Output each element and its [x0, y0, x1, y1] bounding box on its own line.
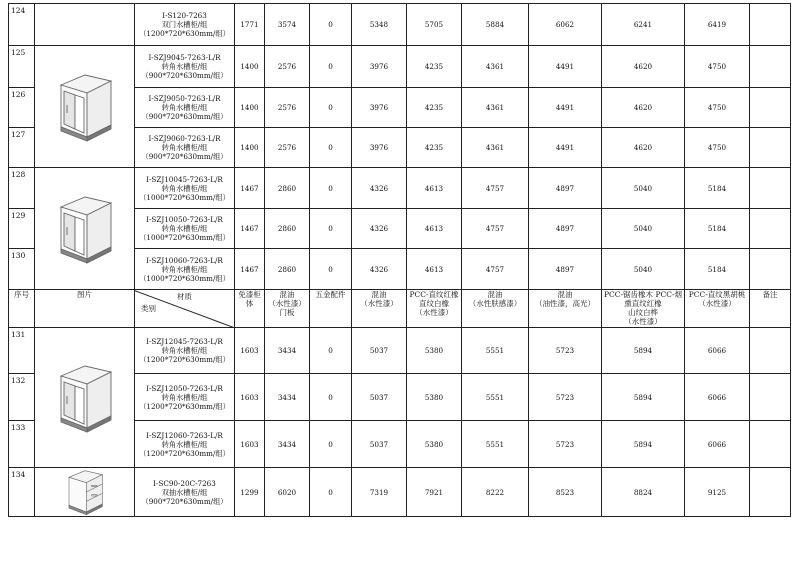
remark-cell — [750, 168, 791, 209]
table-row — [9, 168, 791, 209]
product-description — [135, 46, 235, 88]
description-line: 转角水槽柜/组 — [161, 143, 208, 152]
price-cell: 0 — [310, 4, 352, 46]
product-image — [35, 46, 135, 168]
price-cell: 5894 — [602, 374, 685, 421]
remark-cell — [750, 421, 791, 468]
price-cell: 8523 — [529, 468, 602, 517]
header-image: 图片 — [35, 290, 135, 328]
price-cell: 4897 — [529, 249, 602, 290]
price-cell: 4757 — [462, 209, 529, 249]
price-cell: 6066 — [685, 328, 750, 374]
price-cell: 6020 — [265, 468, 310, 517]
row-number: 129 — [9, 209, 35, 249]
price-cell: 6066 — [685, 421, 750, 468]
price-cell: 3434 — [265, 328, 310, 374]
description-line: I-SZJ12045-7263-L/R — [146, 337, 223, 346]
description-line: 转角水槽柜/组 — [161, 392, 208, 402]
table-row — [9, 468, 791, 517]
header-line: 熏直纹红橡 — [624, 299, 662, 308]
price-cell: 3434 — [265, 374, 310, 421]
price-cell: 2576 — [265, 128, 310, 168]
price-cell: 4361 — [462, 88, 529, 128]
product-image — [35, 328, 135, 468]
description-line: （900*720*630mm/组） — [141, 71, 228, 80]
price-cell: 4326 — [352, 209, 407, 249]
header-price-column — [462, 290, 529, 328]
description-line: 转角水槽柜/组 — [161, 224, 208, 233]
description-line: 转角水槽柜/组 — [161, 439, 208, 449]
row-number: 131 — [9, 328, 35, 374]
price-cell: 6066 — [685, 374, 750, 421]
price-cell: 5037 — [352, 374, 407, 421]
price-cell: 0 — [310, 46, 352, 88]
price-cell: 5894 — [602, 328, 685, 374]
description-line: I-SZJ9045-7263-L/R — [148, 53, 221, 62]
description-line: I-SZJ12050-7263-L/R — [146, 383, 223, 393]
header-line: 混油 — [557, 290, 573, 299]
header-remark — [750, 290, 791, 328]
header-row — [9, 290, 791, 328]
row-number: 133 — [9, 421, 35, 468]
price-cell: 4235 — [407, 46, 462, 88]
price-cell: 4897 — [529, 168, 602, 209]
price-cell: 6419 — [685, 4, 750, 46]
description-line: 双门水槽柜/组 — [161, 20, 208, 29]
price-cell: 0 — [310, 468, 352, 517]
table-row — [9, 328, 791, 374]
price-cell: 4613 — [407, 168, 462, 209]
price-cell: 4491 — [529, 46, 602, 88]
price-cell: 4620 — [602, 88, 685, 128]
product-image — [35, 168, 135, 290]
price-cell: 5884 — [462, 4, 529, 46]
price-cell: 4613 — [407, 249, 462, 290]
product-description — [135, 328, 235, 374]
price-cell: 0 — [310, 249, 352, 290]
price-cell: 2576 — [265, 88, 310, 128]
price-cell: 5551 — [462, 328, 529, 374]
price-cell: 7319 — [352, 468, 407, 517]
price-cell: 4235 — [407, 88, 462, 128]
header-price-column — [602, 290, 685, 328]
header-line: （油性漆，高光） — [535, 299, 595, 308]
price-cell: 4326 — [352, 249, 407, 290]
drawer-cabinet-drawing — [65, 468, 105, 516]
price-cell: 1603 — [235, 421, 265, 468]
row-number: 126 — [9, 88, 35, 128]
price-cell: 0 — [310, 88, 352, 128]
price-cell: 5380 — [407, 374, 462, 421]
price-cell: 1400 — [235, 46, 265, 88]
price-cell: 4757 — [462, 168, 529, 209]
price-cell: 5040 — [602, 168, 685, 209]
price-cell: 3976 — [352, 46, 407, 88]
description-line: （1200*720*630mm/组） — [139, 401, 230, 411]
header-line: （水性漆） — [360, 299, 398, 308]
header-line: （水性漆） — [698, 299, 736, 308]
price-cell: 4750 — [685, 46, 750, 88]
price-cell: 4491 — [529, 128, 602, 168]
price-cell: 5380 — [407, 328, 462, 374]
corner-cabinet-drawing — [55, 362, 115, 434]
description-line: I-SZJ9050-7263-L/R — [148, 94, 221, 103]
description-line: I-SZJ9060-7263-L/R — [148, 134, 221, 143]
header-price-column — [685, 290, 750, 328]
remark-cell — [750, 88, 791, 128]
header-price-column — [352, 290, 407, 328]
header-seq: 序号 — [9, 290, 35, 328]
description-line: I-SZJ12060-7263-L/R — [146, 430, 223, 440]
product-description — [135, 4, 235, 46]
description-line: 转角水槽柜/组 — [161, 346, 208, 355]
description-line: （900*720*630mm/组） — [141, 152, 228, 161]
remark-cell — [750, 374, 791, 421]
header-price-column — [265, 290, 310, 328]
row-number: 125 — [9, 46, 35, 88]
description-line: （1000*720*630mm/组） — [139, 273, 230, 283]
product-description — [135, 249, 235, 290]
price-cell: 8222 — [462, 468, 529, 517]
header-line: 门板 — [279, 308, 295, 317]
header-line: 混油 — [279, 290, 295, 299]
description-line: （900*720*630mm/组） — [141, 496, 228, 506]
price-cell: 4326 — [352, 168, 407, 209]
header-price-column — [310, 290, 352, 328]
price-cell: 4613 — [407, 209, 462, 249]
price-cell: 1603 — [235, 374, 265, 421]
header-material-category — [135, 290, 235, 328]
price-cell: 1400 — [235, 88, 265, 128]
price-cell: 5184 — [685, 249, 750, 290]
header-line: （水性漆） — [624, 317, 662, 326]
corner-cabinet-drawing — [55, 193, 115, 265]
price-cell: 5551 — [462, 421, 529, 468]
price-cell: 7921 — [407, 468, 462, 517]
description-line: （1200*720*630mm/组） — [139, 448, 230, 458]
description-line: I-S120-7263 — [162, 11, 207, 20]
price-cell: 1299 — [235, 468, 265, 517]
price-cell: 5037 — [352, 421, 407, 468]
row-number: 127 — [9, 128, 35, 168]
description-line: （900*720*630mm/组） — [141, 112, 228, 121]
price-cell: 1467 — [235, 209, 265, 249]
row-number: 134 — [9, 468, 35, 517]
description-line: 转角水槽柜/组 — [161, 264, 208, 274]
price-cell: 5723 — [529, 328, 602, 374]
header-price-column — [235, 290, 265, 328]
header-line: （水性漆） — [415, 308, 453, 317]
price-cell: 0 — [310, 421, 352, 468]
product-image — [35, 468, 135, 517]
header-line: 五金配件 — [315, 290, 346, 299]
price-cell: 1400 — [235, 128, 265, 168]
price-cell: 2576 — [265, 46, 310, 88]
price-cell: 4361 — [462, 128, 529, 168]
row-number: 124 — [9, 4, 35, 46]
price-cell: 5551 — [462, 374, 529, 421]
row-number: 130 — [9, 249, 35, 290]
price-cell: 5894 — [602, 421, 685, 468]
price-cell: 4491 — [529, 88, 602, 128]
header-line: （水性肤感漆） — [468, 299, 522, 308]
price-cell: 5380 — [407, 421, 462, 468]
description-line: （1000*720*630mm/组） — [139, 233, 230, 242]
description-line: I-SC90-20C-7263 — [153, 478, 216, 488]
header-line: 山纹白桦 — [628, 308, 658, 317]
price-cell: 8824 — [602, 468, 685, 517]
price-cell: 5037 — [352, 328, 407, 374]
header-line: 直纹白橡 — [419, 299, 449, 308]
corner-cabinet-drawing — [55, 71, 115, 143]
price-cell: 6062 — [529, 4, 602, 46]
price-cell: 0 — [310, 328, 352, 374]
price-cell: 3574 — [265, 4, 310, 46]
price-cell: 2860 — [265, 168, 310, 209]
price-cell: 4757 — [462, 249, 529, 290]
price-cell: 5705 — [407, 4, 462, 46]
product-description — [135, 88, 235, 128]
price-cell: 6241 — [602, 4, 685, 46]
header-price-column — [407, 290, 462, 328]
description-line: 转角水槽柜/组 — [161, 183, 208, 193]
price-cell: 2860 — [265, 249, 310, 290]
price-cell: 1771 — [235, 4, 265, 46]
table-row — [9, 4, 791, 46]
price-cell: 5040 — [602, 249, 685, 290]
price-cell: 4620 — [602, 128, 685, 168]
header-line: 混油 — [371, 290, 387, 299]
product-description — [135, 128, 235, 168]
header-line: 免漆柜 — [238, 290, 261, 299]
price-cell: 0 — [310, 374, 352, 421]
price-cell: 3976 — [352, 128, 407, 168]
price-cell: 2860 — [265, 209, 310, 249]
description-line: （1200*720*630mm/组） — [139, 29, 230, 38]
header-line: 体 — [245, 299, 254, 308]
price-cell: 5040 — [602, 209, 685, 249]
header-material: 材质 — [177, 292, 192, 301]
remark-cell — [750, 46, 791, 88]
description-line: （1200*720*630mm/组） — [139, 355, 230, 364]
header-line: PCC-直纹黑胡桃 — [688, 290, 746, 299]
header-category: 类别 — [141, 304, 156, 313]
remark-cell — [750, 328, 791, 374]
row-number: 128 — [9, 168, 35, 209]
price-cell: 4750 — [685, 128, 750, 168]
remark-cell — [750, 209, 791, 249]
description-line: 转角水槽柜/组 — [161, 103, 208, 112]
remark-cell — [750, 128, 791, 168]
price-table — [8, 3, 791, 517]
price-cell: 0 — [310, 128, 352, 168]
product-description — [135, 468, 235, 517]
remark-cell — [750, 468, 791, 517]
product-description — [135, 168, 235, 209]
description-line: I-SZJ10050-7263-L/R — [146, 215, 223, 224]
description-line: I-SZJ10060-7263-L/R — [146, 255, 223, 265]
product-image — [35, 4, 135, 46]
price-cell: 4620 — [602, 46, 685, 88]
price-cell: 5184 — [685, 168, 750, 209]
price-cell: 1467 — [235, 168, 265, 209]
price-cell: 3434 — [265, 421, 310, 468]
price-cell: 1467 — [235, 249, 265, 290]
price-cell: 9125 — [685, 468, 750, 517]
header-price-column — [529, 290, 602, 328]
price-cell: 0 — [310, 209, 352, 249]
header-line: （水性漆） — [268, 299, 306, 308]
description-line: I-SZJ10045-7263-L/R — [146, 174, 223, 184]
price-cell: 4750 — [685, 88, 750, 128]
table-row — [9, 46, 791, 88]
header-line: PCC-直纹红橡 — [409, 290, 459, 299]
price-cell: 5348 — [352, 4, 407, 46]
price-cell: 4235 — [407, 128, 462, 168]
price-cell: 4361 — [462, 46, 529, 88]
product-description — [135, 374, 235, 421]
price-cell: 5723 — [529, 374, 602, 421]
header-line: PCC-锯齿橡木 PCC-烟 — [604, 290, 682, 299]
price-cell: 3976 — [352, 88, 407, 128]
price-cell: 5184 — [685, 209, 750, 249]
price-cell: 1603 — [235, 328, 265, 374]
header-line: 备注 — [762, 290, 778, 299]
remark-cell — [750, 4, 791, 46]
remark-cell — [750, 249, 791, 290]
row-number: 132 — [9, 374, 35, 421]
product-description — [135, 421, 235, 468]
product-description — [135, 209, 235, 249]
description-line: （1000*720*630mm/组） — [139, 192, 230, 202]
price-cell: 4897 — [529, 209, 602, 249]
description-line: 转角水槽柜/组 — [161, 62, 208, 71]
price-cell: 0 — [310, 168, 352, 209]
price-cell: 5723 — [529, 421, 602, 468]
header-line: 混油 — [487, 290, 503, 299]
description-line: 双抽水槽柜/组 — [161, 487, 208, 497]
